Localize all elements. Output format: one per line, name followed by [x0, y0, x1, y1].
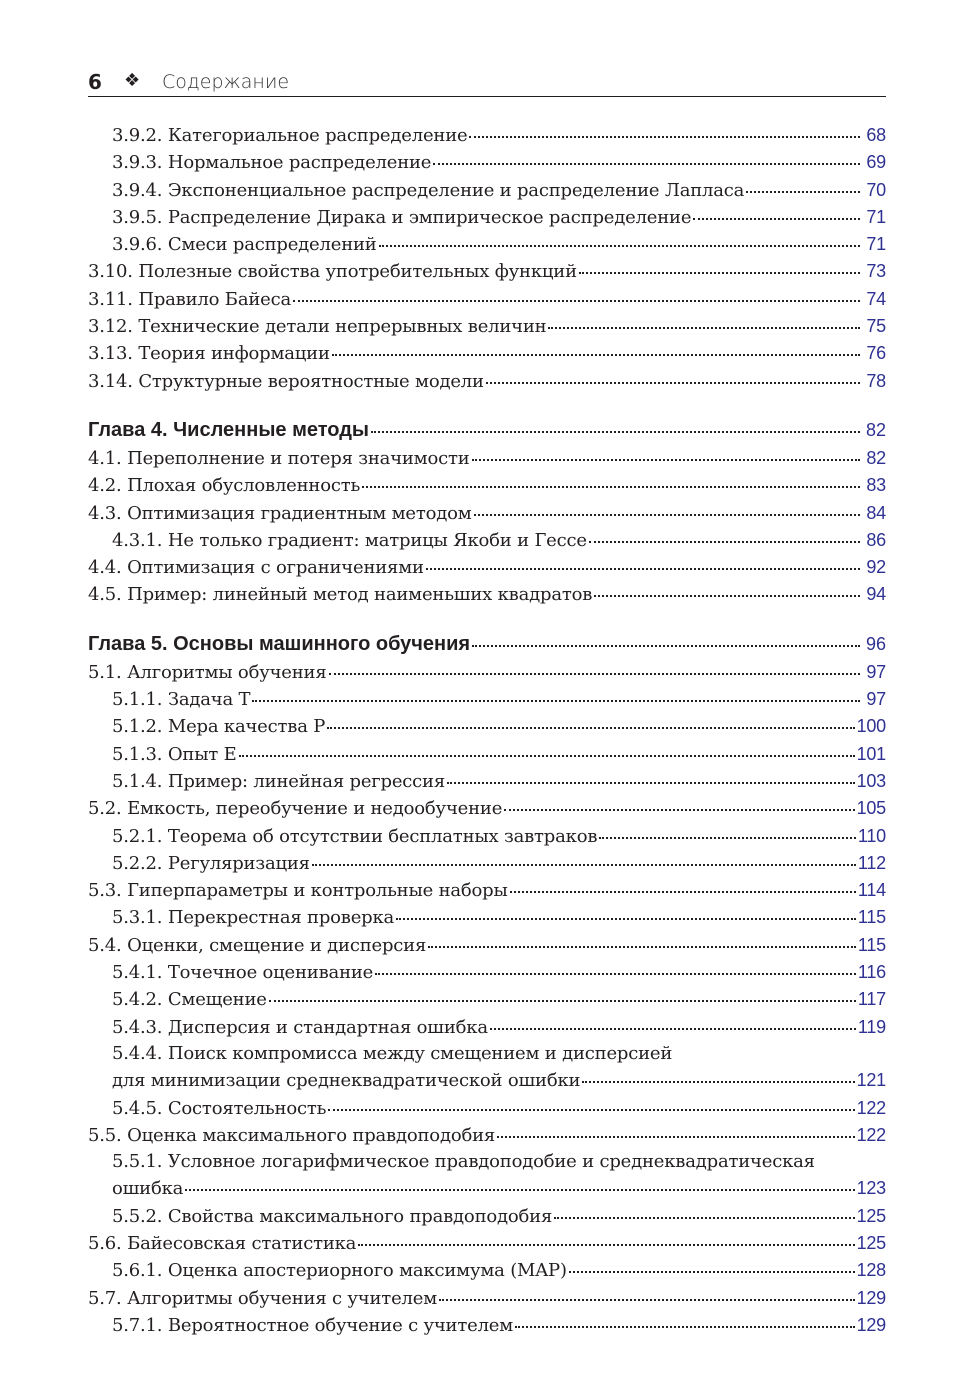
toc-entry[interactable] — [88, 177, 886, 204]
toc-page-number[interactable]: 110 — [857, 825, 886, 846]
toc-page-number[interactable]: 105 — [856, 798, 886, 819]
toc-entry-line — [88, 1014, 886, 1041]
dot-leader — [327, 726, 854, 729]
toc-entry-line — [88, 741, 886, 768]
dot-leader — [594, 594, 860, 597]
page-header — [88, 68, 886, 97]
toc-entry-title: 5.6.1. Оценка апостериорного максимума (MAP) — [112, 1260, 567, 1282]
toc-entry-title: 3.12. Технические детали непрерывных величин — [88, 316, 547, 338]
toc-entry-title: 5.1. Алгоритмы обучения — [88, 661, 327, 683]
toc-page-number[interactable]: 71 — [866, 206, 886, 227]
dot-leader — [554, 1216, 854, 1219]
dot-leader — [269, 999, 856, 1002]
toc-entry[interactable] — [88, 1257, 886, 1284]
toc-entry-line — [88, 149, 886, 176]
toc-entry-line — [88, 959, 886, 986]
toc-entry-line — [88, 231, 886, 258]
toc-entry[interactable] — [88, 1312, 886, 1339]
toc-entry-title: ошибка — [112, 1178, 184, 1200]
toc-entry-line — [88, 659, 886, 686]
toc-page-number[interactable]: 68 — [866, 125, 886, 145]
toc-entry[interactable] — [88, 1230, 886, 1257]
toc-page-number[interactable]: 94 — [866, 584, 886, 605]
toc-entry-title: 5.4.1. Точечное оценивание — [112, 962, 374, 984]
toc-page-number[interactable]: 122 — [856, 1097, 886, 1118]
dot-leader — [599, 836, 856, 839]
dot-leader — [239, 754, 855, 757]
toc-entry-title: для минимизации среднеквадратической ошибки — [112, 1070, 581, 1092]
dot-leader — [396, 917, 856, 920]
dot-leader — [329, 672, 861, 675]
toc-page-number[interactable]: 101 — [856, 743, 886, 764]
chapter-heading[interactable] — [88, 415, 886, 445]
toc-entry-line — [88, 1285, 886, 1312]
table-of-contents — [88, 122, 886, 1339]
toc-entry[interactable] — [88, 1203, 886, 1230]
toc-entry-line — [88, 581, 886, 608]
toc-entry-title-line1: 5.4.4. Поиск компромисса между смещением и дисперсией — [112, 1042, 673, 1064]
toc-entry-line — [88, 850, 886, 877]
toc-entry-line — [88, 686, 886, 713]
toc-page-number[interactable]: 125 — [856, 1232, 886, 1253]
toc-entry-title: 3.9.6. Смеси распределений — [112, 234, 377, 256]
dot-leader — [548, 326, 860, 329]
toc-entry-line — [88, 877, 886, 904]
dot-leader — [433, 162, 860, 165]
dot-leader — [362, 485, 860, 488]
toc-entry[interactable] — [88, 959, 886, 986]
toc-entry-title: 5.1.2. Мера качества P — [112, 716, 326, 738]
dot-leader — [579, 271, 860, 274]
toc-entry-title: 3.9.2. Категориальное распределение — [112, 125, 468, 146]
toc-entry-title: 5.7.1. Вероятностное обучение с учителем — [112, 1314, 514, 1336]
dot-leader — [582, 1080, 854, 1083]
toc-entry-title: 3.9.3. Нормальное распределение — [112, 152, 432, 174]
toc-page-number[interactable]: 92 — [866, 557, 886, 578]
toc-entry-line — [88, 313, 886, 340]
toc-page-number[interactable]: 75 — [866, 316, 886, 337]
toc-entry[interactable] — [88, 368, 886, 395]
toc-entry[interactable] — [88, 686, 886, 713]
toc-page-number[interactable]: 115 — [857, 934, 886, 955]
toc-entry-title: 5.7. Алгоритмы обучения с учителем — [88, 1287, 438, 1309]
toc-page-number[interactable]: 71 — [866, 234, 886, 255]
toc-entry-title: 4.1. Переполнение и потеря значимости — [88, 447, 470, 469]
toc-entry-title: 3.9.4. Экспоненциальное распределение и распределение Лапласа — [112, 179, 745, 201]
toc-entry-line — [88, 1175, 886, 1202]
toc-entry[interactable] — [88, 1014, 886, 1041]
chapter-heading[interactable] — [88, 629, 886, 659]
toc-entry[interactable] — [88, 258, 886, 285]
dot-leader — [515, 1325, 855, 1328]
toc-entry-title: 3.13. Теория информации — [88, 343, 330, 365]
toc-entry[interactable] — [88, 527, 886, 554]
toc-entry-title: 5.4.3. Дисперсия и стандартная ошибка — [112, 1016, 488, 1038]
toc-entry-title: 5.3. Гиперпараметры и контрольные наборы — [88, 880, 508, 902]
toc-page-number[interactable]: 97 — [866, 689, 886, 710]
toc-page-number[interactable]: 125 — [856, 1205, 886, 1226]
toc-entry[interactable] — [88, 500, 886, 527]
toc-entry[interactable] — [88, 877, 886, 904]
toc-page-number[interactable]: 115 — [857, 907, 886, 928]
toc-page-number[interactable]: 117 — [857, 989, 886, 1010]
toc-entry-title: Глава 4. Численные методы — [88, 418, 369, 441]
toc-entry-title: 5.4.5. Состоятельность — [112, 1097, 327, 1119]
toc-entry-line — [88, 904, 886, 931]
toc-entry[interactable] — [88, 1285, 886, 1312]
toc-entry[interactable] — [88, 1041, 886, 1095]
dot-leader — [358, 1243, 854, 1246]
toc-entry[interactable] — [88, 823, 886, 850]
toc-entry-line — [88, 204, 886, 231]
toc-entry-title-line1: 5.5.1. Условное логарифмическое правдоподобие и среднеквадратическая — [112, 1151, 815, 1173]
toc-entry-title: 3.9.5. Распределение Дирака и эмпирическое распределение — [112, 206, 692, 228]
toc-entry-title: 5.1.3. Опыт E — [112, 743, 237, 765]
toc-page-number[interactable]: 97 — [866, 661, 886, 682]
toc-entry-line — [88, 768, 886, 795]
dot-leader — [328, 1108, 854, 1111]
toc-page-number[interactable]: 114 — [857, 880, 886, 901]
toc-entry[interactable] — [88, 741, 886, 768]
toc-entry[interactable] — [88, 904, 886, 931]
toc-entry-line — [88, 554, 886, 581]
toc-entry-line — [88, 340, 886, 367]
dot-leader — [472, 458, 860, 461]
toc-entry-line — [88, 795, 886, 822]
toc-entry[interactable] — [88, 659, 886, 686]
toc-page-number[interactable]: 123 — [856, 1178, 886, 1199]
toc-entry[interactable] — [88, 795, 886, 822]
toc-entry-line — [88, 1095, 886, 1122]
dot-leader — [693, 217, 860, 220]
toc-page-number[interactable]: 86 — [866, 529, 886, 550]
toc-entry-title: 5.4. Оценки, смещение и дисперсия — [88, 934, 427, 956]
toc-entry-title: 5.1.1. Задача T — [112, 689, 251, 711]
toc-entry-line — [88, 1312, 886, 1339]
dot-leader — [375, 972, 856, 975]
toc-page-number[interactable]: 128 — [856, 1260, 886, 1281]
dot-leader — [472, 644, 860, 647]
toc-entry[interactable] — [88, 850, 886, 877]
toc-page-number[interactable]: 121 — [856, 1070, 886, 1091]
dot-leader — [312, 863, 856, 866]
toc-entry-title: 5.5. Оценка максимального правдоподобия — [88, 1124, 496, 1146]
toc-page-number[interactable]: 129 — [856, 1314, 886, 1335]
toc-entry[interactable] — [88, 1149, 886, 1203]
toc-entry-line — [88, 368, 886, 395]
toc-entry[interactable] — [88, 445, 886, 472]
toc-entry-line — [88, 258, 886, 285]
toc-entry-line — [88, 527, 886, 554]
toc-page-number[interactable]: 100 — [856, 716, 886, 737]
toc-entry[interactable] — [88, 713, 886, 740]
toc-entry-title: 5.2.2. Регуляризация — [112, 852, 310, 874]
toc-entry[interactable] — [88, 1122, 886, 1149]
toc-entry-title: 5.1.4. Пример: линейная регрессия — [112, 770, 446, 792]
toc-entry-title: 4.3.1. Не только градиент: матрицы Якоби и Гессе — [112, 529, 587, 551]
toc-entry-title: 3.11. Правило Байеса — [88, 288, 292, 310]
toc-page-number[interactable]: 83 — [866, 475, 886, 496]
toc-entry-line — [88, 286, 886, 313]
toc-page-number[interactable]: 122 — [856, 1124, 886, 1145]
toc-entry-title: 4.3. Оптимизация градиентным методом — [88, 502, 472, 524]
dot-leader — [486, 381, 860, 384]
toc-entry-line — [88, 177, 886, 204]
dot-leader — [293, 299, 860, 302]
page-number: 6 — [88, 70, 102, 94]
toc-page-number[interactable]: 116 — [857, 962, 886, 983]
toc-entry[interactable] — [88, 340, 886, 367]
toc-entry[interactable] — [88, 932, 886, 959]
toc-entry-line — [88, 713, 886, 740]
toc-entry[interactable] — [88, 768, 886, 795]
toc-entry-line — [88, 445, 886, 472]
toc-entry-title: 4.4. Оптимизация с ограничениями — [88, 557, 424, 579]
toc-entry[interactable] — [88, 1095, 886, 1122]
dot-leader — [497, 1135, 855, 1138]
toc-entry-line — [88, 1122, 886, 1149]
dot-leader — [439, 1298, 855, 1301]
toc-entry-title: 4.5. Пример: линейный метод наименьших квадратов — [88, 584, 593, 606]
toc-entry-title: 5.2.1. Теорема об отсутствии бесплатных завтраков — [112, 825, 598, 847]
toc-entry-line — [88, 472, 886, 499]
toc-entry-line — [88, 1203, 886, 1230]
toc-entry[interactable] — [88, 581, 886, 608]
toc-entry-title: 5.5.2. Свойства максимального правдоподобия — [112, 1205, 553, 1227]
toc-page-number[interactable]: 129 — [856, 1287, 886, 1308]
ornament-icon: ❖ — [124, 70, 141, 91]
dot-leader — [379, 244, 860, 247]
toc-entry-title: 5.3.1. Перекрестная проверка — [112, 907, 395, 929]
toc-entry-title: 3.14. Структурные вероятностные модели — [88, 370, 484, 392]
dot-leader — [469, 135, 860, 138]
toc-entry[interactable] — [88, 122, 886, 149]
toc-page-number[interactable]: 82 — [866, 447, 886, 468]
dot-leader — [252, 699, 860, 702]
toc-entry-title: 4.2. Плохая обусловленность — [88, 475, 361, 497]
toc-page-number[interactable]: 103 — [856, 770, 886, 791]
toc-page-number[interactable]: 70 — [866, 179, 886, 200]
toc-entry-line — [88, 415, 886, 445]
dot-leader — [332, 353, 860, 356]
dot-leader — [589, 540, 860, 543]
toc-entry-title: 5.4.2. Смещение — [112, 989, 267, 1011]
dot-leader — [746, 190, 860, 193]
toc-entry-title: Глава 5. Основы машинного обучения — [88, 632, 471, 655]
toc-page-number[interactable]: 74 — [866, 288, 886, 309]
running-title: Содержание — [162, 71, 290, 93]
toc-entry-line — [88, 1067, 886, 1094]
toc-entry-line — [88, 823, 886, 850]
toc-entry[interactable] — [88, 149, 886, 176]
toc-entry-title: 5.2. Емкость, переобучение и недообучение — [88, 798, 503, 820]
dot-leader — [569, 1270, 855, 1273]
toc-page-number[interactable]: 73 — [866, 261, 886, 282]
dot-leader — [428, 945, 856, 948]
toc-entry[interactable] — [88, 986, 886, 1013]
toc-page-number[interactable]: 119 — [857, 1016, 886, 1037]
toc-entry-line — [88, 1257, 886, 1284]
toc-page-number[interactable]: 69 — [866, 152, 886, 173]
dot-leader — [474, 513, 860, 516]
dot-leader — [504, 808, 854, 811]
dot-leader — [490, 1027, 856, 1030]
dot-leader — [371, 430, 860, 433]
toc-entry-title: 5.6. Байесовская статистика — [88, 1232, 357, 1254]
dot-leader — [185, 1188, 854, 1191]
toc-entry-line — [88, 932, 886, 959]
toc-entry-line — [88, 986, 886, 1013]
toc-entry-title: 3.10. Полезные свойства употребительных функций — [88, 261, 577, 283]
toc-entry[interactable] — [88, 472, 886, 499]
toc-entry[interactable] — [88, 286, 886, 313]
toc-page-number[interactable]: 84 — [866, 502, 886, 523]
toc-entry-line — [88, 500, 886, 527]
toc-entry[interactable] — [88, 313, 886, 340]
toc-page-number[interactable]: 76 — [866, 343, 886, 364]
toc-page-number[interactable]: 112 — [857, 852, 886, 873]
toc-page-number[interactable]: 78 — [866, 370, 886, 391]
toc-entry-line — [88, 629, 886, 659]
toc-entry[interactable] — [88, 204, 886, 231]
toc-entry-line — [88, 1230, 886, 1257]
toc-entry-line — [88, 122, 886, 149]
dot-leader — [447, 781, 855, 784]
toc-page-number[interactable]: 96 — [865, 633, 886, 654]
dot-leader — [426, 567, 860, 570]
toc-entry[interactable] — [88, 554, 886, 581]
dot-leader — [510, 890, 856, 893]
toc-page-number[interactable]: 82 — [865, 419, 886, 440]
toc-entry[interactable] — [88, 231, 886, 258]
